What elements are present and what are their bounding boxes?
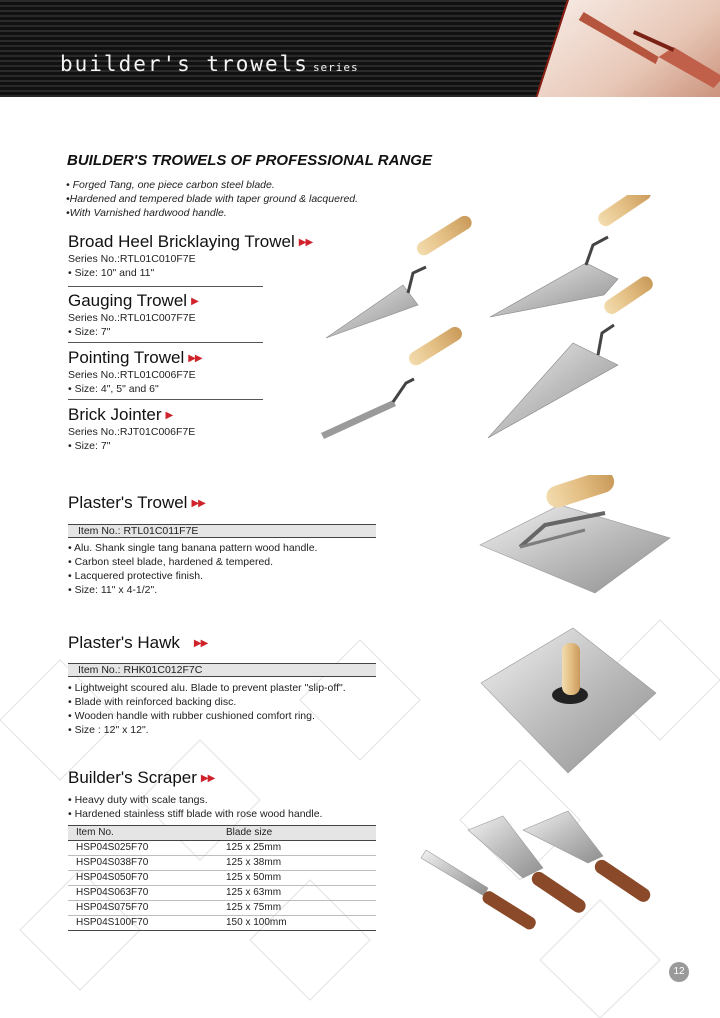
product-title: Gauging Trowel <box>68 291 188 310</box>
arrow-icon: ▶▶ <box>298 236 313 248</box>
divider <box>68 342 263 343</box>
series-number: Series No.:RJT01C006F7E <box>68 426 196 438</box>
header-title-series: series <box>312 61 359 74</box>
plaster-trowel-illustration <box>475 475 675 600</box>
product-plaster-hawk <box>68 633 207 653</box>
arrow-icon: ▶ <box>165 409 173 421</box>
blade-size-cell: 125 x 25mm <box>188 841 376 856</box>
product-title: Builder's Scraper <box>68 768 197 787</box>
product-size: • Size: 10" and 11" <box>68 267 155 279</box>
table-header-row <box>68 826 376 841</box>
page-header <box>0 0 720 97</box>
brick-jointer-icon <box>321 324 465 439</box>
intro-line: •Hardened and tempered blade with taper ground & lacquered. <box>66 193 359 205</box>
feature-item: • Hardened stainless stiff blade with rose wood handle. <box>68 808 323 820</box>
product-title: Plaster's Trowel <box>68 493 188 512</box>
item-number-cell: HSP04S063F70 <box>68 886 188 901</box>
item-number-bar: Item No.: RHK01C012F7C <box>68 663 376 677</box>
arrow-icon: ▶▶ <box>193 637 208 649</box>
series-number: Series No.:RTL01C007F7E <box>68 312 196 324</box>
scrapers-illustration <box>418 808 668 938</box>
table-row <box>68 841 376 856</box>
feature-item: • Size : 12" x 12". <box>68 724 149 736</box>
divider <box>68 399 263 400</box>
blade-size-cell: 125 x 63mm <box>188 886 376 901</box>
header-title-main: builder's trowels <box>60 52 309 76</box>
product-title: Pointing Trowel <box>68 348 185 367</box>
plaster-hawk-features <box>68 681 346 737</box>
intro-line: •With Varnished hardwood handle. <box>66 207 227 219</box>
product-broad-heel-trowel <box>68 232 312 280</box>
product-plaster-trowel <box>68 493 205 513</box>
feature-item: • Lightweight scoured alu. Blade to prevent plaster "slip-off". <box>68 682 346 694</box>
column-header-item: Item No. <box>68 826 188 841</box>
column-header-size: Blade size <box>188 826 376 841</box>
gauging-trowel-icon <box>326 213 474 338</box>
blade-size-cell: 125 x 75mm <box>188 901 376 916</box>
product-title: Broad Heel Bricklaying Trowel <box>68 232 295 251</box>
table-row <box>68 916 376 931</box>
product-size: • Size: 7" <box>68 326 111 338</box>
series-number: Series No.:RTL01C010F7E <box>68 253 196 265</box>
feature-item: • Wooden handle with rubber cushioned comfort ring. <box>68 710 315 722</box>
arrow-icon: ▶▶ <box>200 772 215 784</box>
item-number-bar: Item No.: RTL01C011F7E <box>68 524 376 538</box>
table-row <box>68 871 376 886</box>
scraper-features <box>68 793 322 821</box>
header-trowel-photo <box>534 0 720 97</box>
plaster-hawk-illustration <box>478 625 658 775</box>
scraper-table <box>68 825 376 931</box>
feature-item: • Blade with reinforced backing disc. <box>68 696 237 708</box>
product-builders-scraper <box>68 768 214 788</box>
product-pointing-trowel <box>68 348 202 396</box>
product-title: Plaster's Hawk <box>68 633 180 652</box>
product-title: Brick Jointer <box>68 405 162 424</box>
product-brick-jointer <box>68 405 195 453</box>
item-number-cell: HSP04S075F70 <box>68 901 188 916</box>
plaster-trowel-features <box>68 541 317 597</box>
header-trowel-icon <box>564 2 720 92</box>
feature-item: • Size: 11" x 4-1/2". <box>68 584 158 596</box>
trowels-illustration <box>318 195 663 445</box>
product-gauging-trowel <box>68 291 198 339</box>
feature-item: • Alu. Shank single tang banana pattern wood handle. <box>68 542 318 554</box>
table-row <box>68 886 376 901</box>
item-number-cell: HSP04S038F70 <box>68 856 188 871</box>
table-row <box>68 856 376 871</box>
series-number: Series No.:RTL01C006F7E <box>68 369 196 381</box>
intro-list <box>66 178 358 220</box>
blade-size-cell: 125 x 50mm <box>188 871 376 886</box>
table-row <box>68 901 376 916</box>
item-number-cell: HSP04S100F70 <box>68 916 188 931</box>
arrow-icon: ▶ <box>191 295 198 307</box>
feature-item: • Lacquered protective finish. <box>68 570 204 582</box>
feature-item: • Heavy duty with scale tangs. <box>68 794 208 806</box>
blade-size-cell: 150 x 100mm <box>188 916 376 931</box>
header-title <box>60 52 359 76</box>
item-number-cell: HSP04S025F70 <box>68 841 188 856</box>
page-number: 12 <box>669 962 689 982</box>
product-size: • Size: 7" <box>68 440 111 452</box>
page-heading: BUILDER'S TROWELS OF PROFESSIONAL RANGE <box>67 152 432 169</box>
arrow-icon: ▶▶ <box>188 352 202 364</box>
arrow-icon: ▶▶ <box>191 497 205 509</box>
item-number-cell: HSP04S050F70 <box>68 871 188 886</box>
product-size: • Size: 4", 5" and 6" <box>68 383 159 395</box>
blade-size-cell: 125 x 38mm <box>188 856 376 871</box>
feature-item: • Carbon steel blade, hardened & tempered. <box>68 556 274 568</box>
intro-line: • Forged Tang, one piece carbon steel blade. <box>66 179 275 191</box>
divider <box>68 286 263 287</box>
